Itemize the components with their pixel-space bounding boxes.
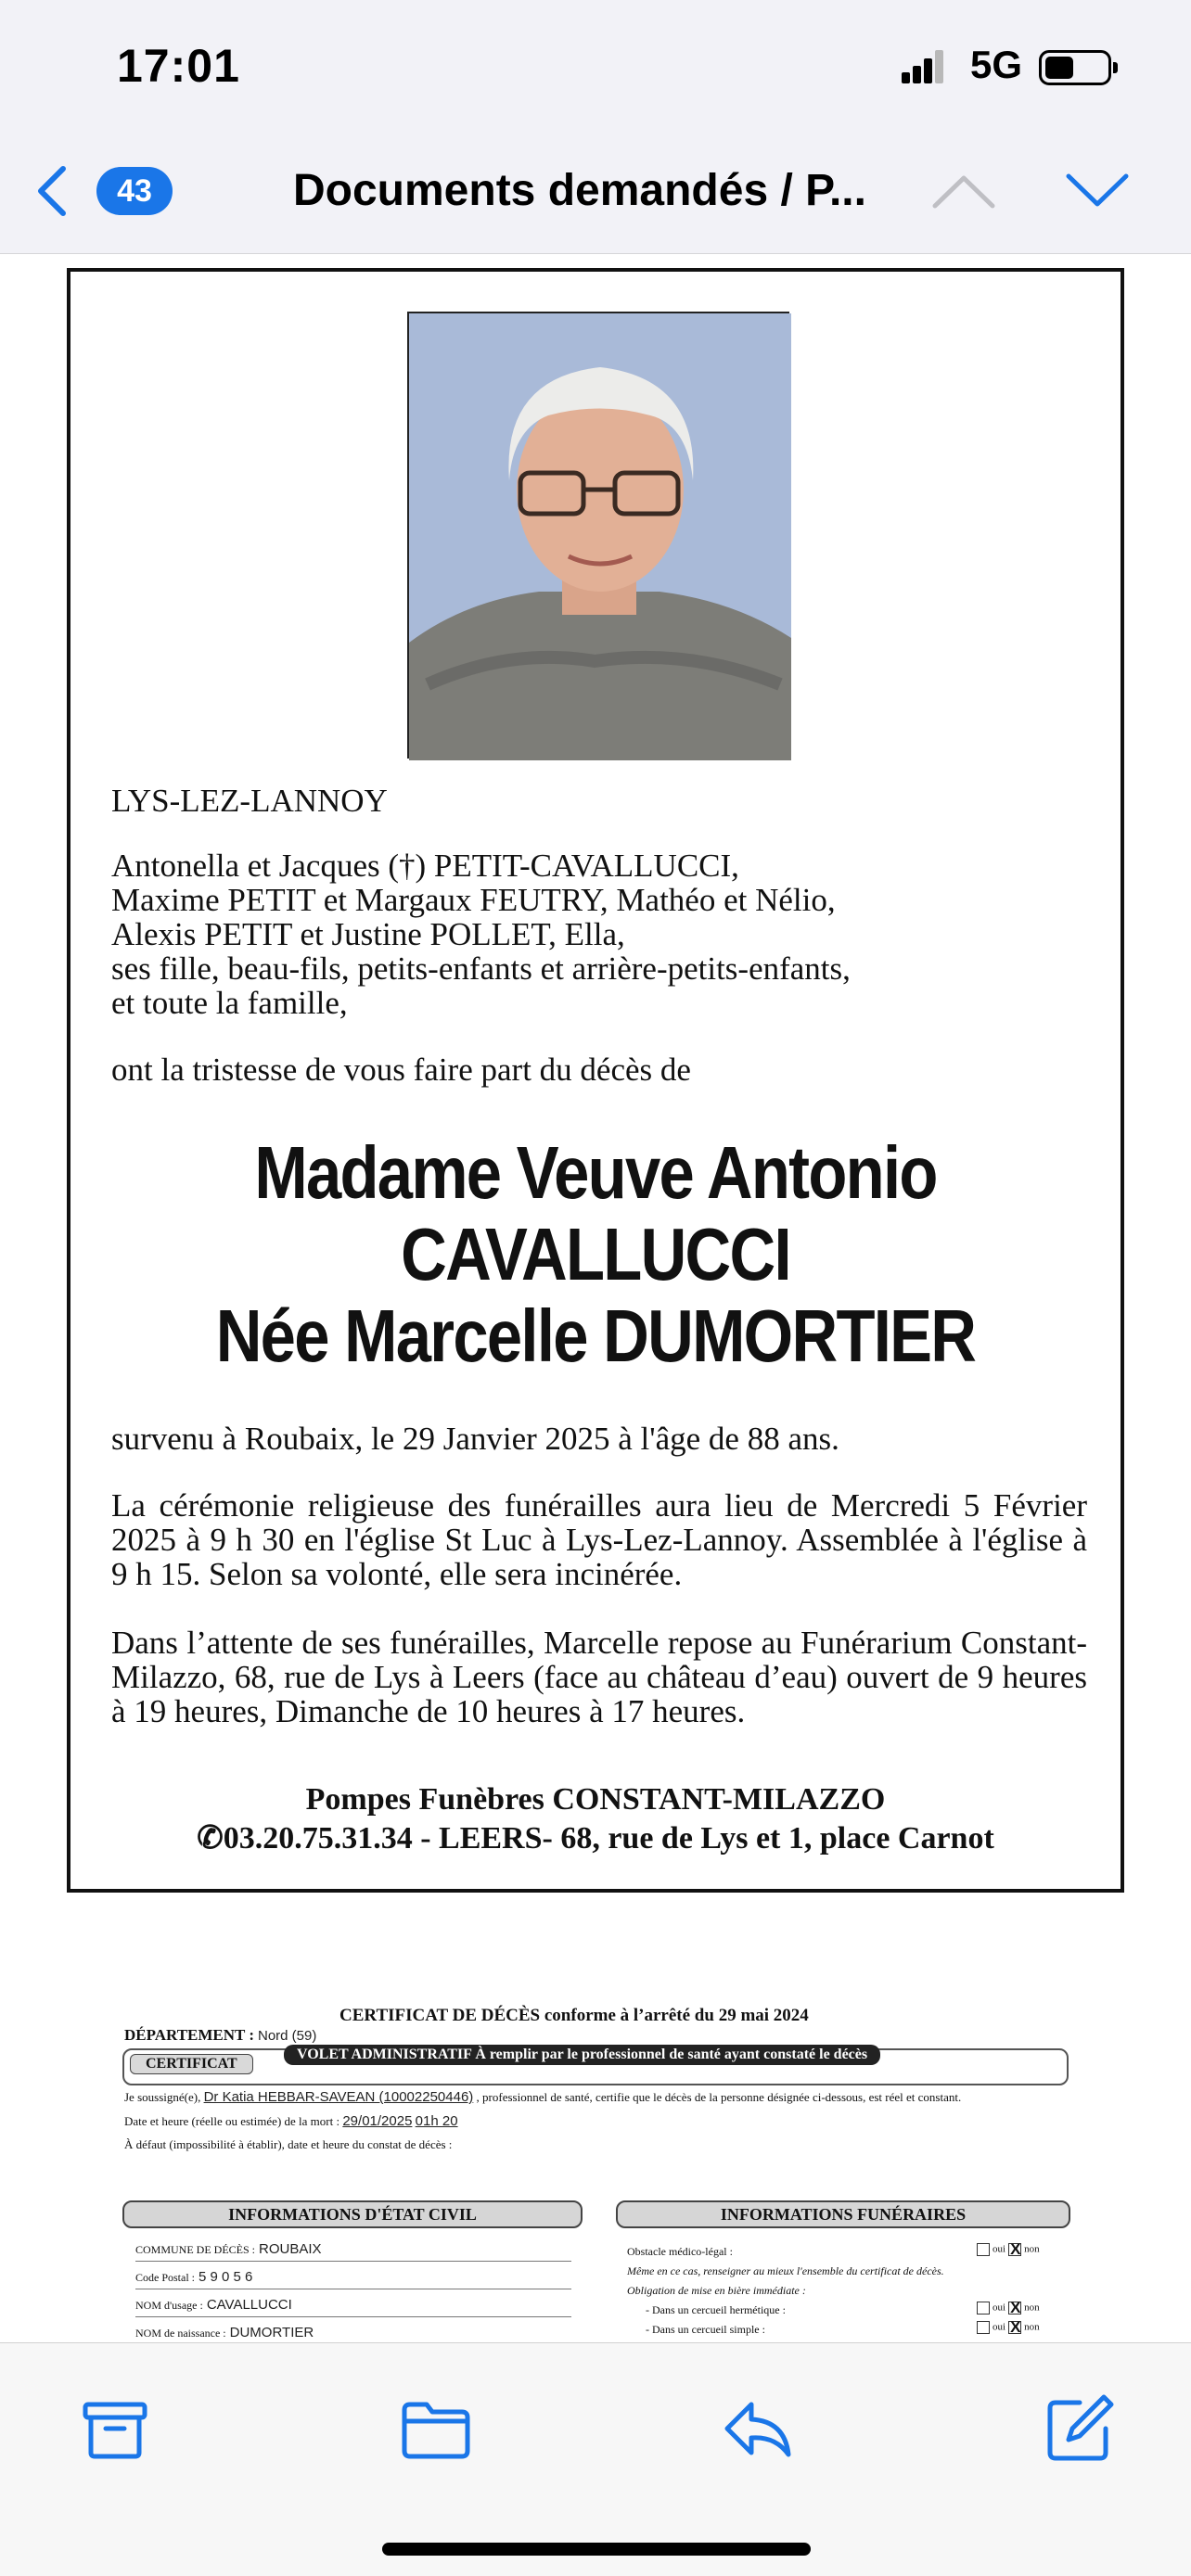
funeral-row: Obligation de mise en bière immédiate : xyxy=(627,2284,806,2297)
back-count-badge[interactable]: 43 xyxy=(96,167,173,215)
civil-row xyxy=(135,2241,571,2262)
attachment-viewer[interactable] xyxy=(0,255,1191,2341)
status-time: 17:01 xyxy=(117,40,240,92)
civil-info-header: INFORMATIONS D'ÉTAT CIVIL xyxy=(122,2200,583,2228)
previous-message-icon[interactable] xyxy=(931,172,996,210)
death-certificate xyxy=(121,1998,1076,2369)
civil-row-label: NOM d'usage : xyxy=(135,2299,203,2312)
civil-row-value: CAVALLUCCI xyxy=(206,2297,292,2313)
family-line: ses fille, beau-fils, petits-enfants et arrière-petits-enfants, xyxy=(111,950,851,987)
battery-icon xyxy=(1039,50,1111,85)
company-contact: ✆03.20.75.31.34 - LEERS- 68, rue de Lys et 1, place Carnot xyxy=(197,1821,994,1855)
oui-label: oui xyxy=(992,2243,1006,2255)
company-name: Pompes Funèbres CONSTANT-MILAZZO xyxy=(305,1782,886,1817)
civil-row xyxy=(135,2269,571,2289)
constat-line: À défaut (impossibilité à établir), date et heure du constat de décès : xyxy=(124,2137,453,2151)
death-datetime xyxy=(124,2113,458,2129)
certificate-declaration xyxy=(124,2089,961,2105)
header xyxy=(0,0,1191,254)
compose-icon[interactable] xyxy=(1043,2391,1117,2466)
certificate-department xyxy=(124,2026,316,2045)
family-line: Maxime PETIT et Margaux FEUTRY, Mathéo et Nélio, xyxy=(111,882,836,918)
checkbox-pair xyxy=(974,2302,1040,2315)
notice-intro: ont la tristesse de vous faire part du décès de xyxy=(111,1052,691,1088)
declaration-prefix: Je soussigné(e), xyxy=(124,2090,201,2104)
civil-row xyxy=(135,2297,571,2317)
civil-row-label: COMMUNE DE DÉCÈS : xyxy=(135,2243,256,2256)
doctor-name: Dr Katia HEBBAR-SAVEAN (10002250446) xyxy=(203,2089,474,2105)
funerarium-details: Dans l’attente de ses funérailles, Marcelle repose au Funérarium Constant-Milazzo, 68, rue de Lys à Leers (face au château d’eau) ouvert de 9 heures à 19 heures, Dimanche de 10 heures à 17 heures. xyxy=(111,1625,1087,1729)
certificate-section-label: CERTIFICAT xyxy=(130,2054,253,2074)
funeral-row: Obstacle médico-légal : xyxy=(627,2245,733,2258)
family-line: et toute la famille, xyxy=(111,985,348,1021)
oui-label: oui xyxy=(992,2321,1006,2333)
non-label: non xyxy=(1024,2302,1040,2314)
certificate-title: CERTIFICAT DE DÉCÈS conforme à l’arrêté du 29 mai 2024 xyxy=(339,2006,809,2025)
civil-row-value: 5 9 0 5 6 xyxy=(198,2269,253,2285)
name-line: Madame Veuve Antonio xyxy=(254,1131,937,1214)
nav-title: Documents demandés / P... xyxy=(293,166,866,215)
home-indicator[interactable] xyxy=(382,2543,811,2556)
family-list xyxy=(111,848,851,1020)
death-date: 29/01/2025 xyxy=(342,2113,413,2129)
funeral-row: - Dans un cercueil hermétique : xyxy=(646,2303,786,2316)
next-message-icon[interactable] xyxy=(1065,172,1130,210)
notice-city: LYS-LEZ-LANNOY xyxy=(111,783,388,819)
civil-row-value: ROUBAIX xyxy=(259,2241,322,2257)
family-line: Antonella et Jacques (†) PETIT-CAVALLUCCI, xyxy=(111,848,739,884)
death-time: 01h 20 xyxy=(415,2113,458,2129)
folder-icon[interactable] xyxy=(399,2391,473,2466)
cellular-signal-icon xyxy=(902,50,944,83)
funeral-note: Même en ce cas, renseigner au mieux l'ensemble du certificat de décès. xyxy=(627,2264,944,2277)
name-line: CAVALLUCCI xyxy=(401,1213,790,1295)
reply-icon[interactable] xyxy=(720,2391,794,2466)
civil-row-label: Code Postal : xyxy=(135,2271,196,2284)
name-line: Née Marcelle DUMORTIER xyxy=(215,1294,976,1377)
checkbox-pair xyxy=(974,2243,1040,2256)
checkbox-pair xyxy=(974,2321,1040,2334)
family-line: Alexis PETIT et Justine POLLET, Ella, xyxy=(111,916,625,952)
death-details: survenu à Roubaix, le 29 Janvier 2025 à l'âge de 88 ans. xyxy=(111,1421,839,1457)
date-label: Date et heure (réelle ou estimée) de la mort : xyxy=(124,2114,340,2128)
non-label: non xyxy=(1024,2243,1040,2255)
funeral-row: - Dans un cercueil simple : xyxy=(646,2323,765,2336)
ceremony-details: La cérémonie religieuse des funérailles aura lieu de Mercredi 5 Février 2025 à 9 h 30 en l'église St Luc à Lys-Lez-Lannoy. Assemblée à l'église à 9 h 15. Selon sa volonté, elle sera incinérée. xyxy=(111,1487,1087,1592)
death-notice xyxy=(67,268,1124,1893)
archive-icon[interactable] xyxy=(78,2391,152,2466)
oui-label: oui xyxy=(992,2302,1006,2314)
non-label: non xyxy=(1024,2321,1040,2333)
deceased-name xyxy=(144,1132,1047,1377)
funeral-info-header: INFORMATIONS FUNÉRAIRES xyxy=(616,2200,1070,2228)
volet-administratif-label: VOLET ADMINISTRATIF À remplir par le professionnel de santé ayant constaté le décès xyxy=(284,2045,880,2065)
network-type: 5G xyxy=(970,43,1023,86)
civil-row-label: NOM de naissance : xyxy=(135,2327,226,2340)
dept-value: Nord (59) xyxy=(257,2028,317,2044)
declaration-suffix: , professionnel de santé, certifie que le décès de la personne désignée ci-dessous, est réel et constant. xyxy=(476,2090,962,2104)
dept-label: DÉPARTEMENT : xyxy=(124,2026,254,2044)
civil-row-value: DUMORTIER xyxy=(229,2325,314,2340)
back-chevron-icon[interactable] xyxy=(33,163,70,219)
bottom-toolbar xyxy=(0,2342,1191,2576)
funeral-company xyxy=(70,1780,1121,1858)
portrait-photo xyxy=(407,312,789,759)
